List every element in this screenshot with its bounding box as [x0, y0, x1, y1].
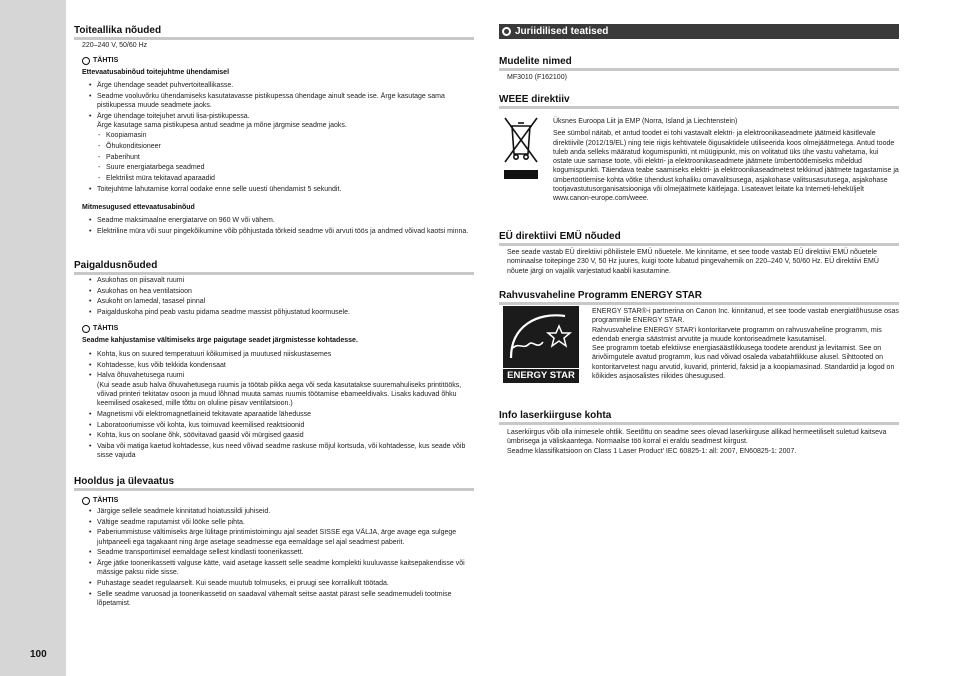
dash-item: - Koopiamasin [97, 131, 472, 140]
list-item: • Selle seadme varuosad ja toonerikassetid on saadaval vähemalt seitse aastat pärast selle seadmemudeli tootmise lõpetamist. [88, 590, 472, 609]
list-item [88, 112, 472, 184]
list-item: • Asukoht on lamedal, tasasel pinnal [88, 297, 472, 306]
important-label [82, 56, 118, 65]
subheading-misc: Mitmesugused ettevaatusabinõud [82, 204, 195, 211]
section-title-models: Mudelite nimed [499, 56, 899, 71]
legal-notices-banner [499, 24, 899, 39]
model-name: MF3010 (F162100) [507, 74, 567, 81]
banner-title: Juriidilised teatised [515, 26, 609, 37]
list-item: • Paigalduskoha pind peab vastu pidama seadme massist põhjustatud koormusele. [88, 308, 472, 317]
dash-item: - Suure energiatarbega seadmed [97, 163, 472, 172]
list-item: • Ärge ühendage seadet puhvertoiteallikasse. [88, 81, 472, 90]
list-item: • Paberiummistuse vältimiseks ärge lülitage printimistoimingu ajal seadet SISSE ega VÄLJA, ärge avage ega sulgege juhtpaneeli ega tagakaant ning ärge asetage seadmesse ega eemaldage sel ajal seadmest paberit. [88, 528, 472, 547]
section-title-energy-star: Rahvusvaheline Programm ENERGY STAR [499, 290, 899, 305]
section-title-weee: WEEE direktiiv [499, 94, 899, 109]
laser-body: Laserkiirgus võib olla inimesele ohtlik. Seetõttu on seadme sees olevad laserkiirguse allikad hermeetiliselt suletud kaitseva ümbrisega ja väliskaantega. Normaalse töö korral ei eraldu seadmest kiirgust. [507, 429, 887, 446]
section-bullet-icon [502, 27, 511, 36]
page-number: 100 [30, 649, 47, 660]
list-item: • Seadme vooluvõrku ühendamiseks kasutatavasse pistikupessa ühendage ainult seade ise. Ärge kasutage sama pistikupessa muude seadmete jaoks. [88, 92, 472, 111]
maintenance-list [88, 507, 472, 610]
energy-p1: ENERGY STAR®-i partnerina on Canon Inc. kinnitanud, et see toode vastab energiatõhususe osas programmile ENERGY STAR. [592, 308, 899, 325]
important-label [82, 324, 118, 333]
section-title-laser: Info laserkiirguse kohta [499, 410, 899, 425]
list-item: • Asukohas on piisavalt ruumi [88, 276, 472, 285]
laser-text [507, 428, 899, 456]
important-label [82, 496, 118, 505]
subheading-avoid: Seadme kahjustamise vältimiseks ärge paigutage seadet järgmistesse kohtadesse. [82, 337, 358, 344]
page-side-band [0, 0, 66, 676]
energy-star-text [592, 307, 899, 381]
important-icon [82, 325, 90, 333]
list-item-text: Ärge ühendage toitejuhet arvuti lisa-pistikupessa. [97, 112, 250, 120]
important-text: TÄHTIS [93, 325, 119, 332]
dash-item: - Paberihunt [97, 153, 472, 162]
important-icon [82, 497, 90, 505]
list-item: • Seadme maksimaalne energiatarve on 960 W või vähem. [88, 216, 472, 225]
list-item: • Toitejuhtme lahutamise korral oodake enne selle uuesti ühendamist 5 sekundit. [88, 185, 472, 194]
list-item: • Kohta, kus on soolane õhk, söövitavad gaasid või mürgised gaasid [88, 431, 472, 440]
list-item: • Kohtadesse, kus võib tekkida kondensaat [88, 361, 472, 370]
section-title-placement: Paigaldusnõuded [74, 260, 474, 275]
list-item-text: Ärge kasutage sama pistikupesa antud seadme ja mõne järgmise seadme jaoks. [97, 121, 347, 129]
list-item: • Vältige seadme raputamist või lööke selle pihta. [88, 518, 472, 527]
power-list [88, 81, 472, 195]
section-title-power: Toiteallika nõuded [74, 25, 474, 40]
list-item: • Vaiba või matiga kaetud kohtadesse, kus need võivad seadme raskuse mõjul kortsuda, või kohtadesse, kus seade võib sisse vajuda [88, 442, 472, 461]
list-item: • Magnetismi või elektromagnetlaineid tekitavate aparaatide lähedusse [88, 410, 472, 419]
weee-scope: Üksnes Euroopa Liit ja EMP (Norra, Island ja Liechtenstein) [553, 118, 738, 125]
list-item: • Kohta, kus on suured temperatuuri kõikumised ja muutused niiskustasemes [88, 350, 472, 359]
voltage-text: 220–240 V, 50/60 Hz [82, 42, 148, 49]
important-text: TÄHTIS [93, 57, 119, 64]
important-text: TÄHTIS [93, 497, 119, 504]
list-item: • Järgige sellele seadmele kinnitatud hoiatussildi juhiseid. [88, 507, 472, 516]
list-item: • Seadme transportimisel eemaldage sellest kindlasti toonerikassett. [88, 548, 472, 557]
energy-p3: See programm toetab efektiivse energiasäästlikkusega toodete arendust ja levitamist. See on ärivõimgutele avatud programm, kus nad võivad osaleda vabatahtlikkuse alusel. Sihttooted on kontoritarvetest nagu arvutid, kuvarid, printerid, faksid ja a koopiamasinad. Standardid ja logod on kõikides asjaosalistes riikides ühesugused. [592, 345, 895, 381]
subheading-connect: Ettevaatusabinõud toitejuhtme ühendamisel [82, 69, 230, 76]
weee-body: See sümbol näitab, et antud toodet ei tohi vastavalt elektri- ja elektroonikaseadmete jäätmeid käsitlevale direktiivile (2012/19/EL) ning teie riigis kehtivatele õigusaktidele utiliseerida koos olmejäätmetega. Antud toode tuleb anda selleks määratud kogumispunkti, nt müügipunkt, mis on volitatud üks ühe vastu vahetama, kui ostate uue sarnase toote, või elektri- ja elektroonikaseadmete jäätmete ümbertöötlemiseks mõeldud kogumispunkti. Täiendava teabe saamiseks elektri- ja elektroonikaseadmetest tekkinud jäätmete tagastamise ja ümbertöötlemise kohta võtke ühendust kohaliku omavalitsusega, asjakohase valitsusasutusega, asjakohase tootjavastutusorganisatsiooniga või olmejäätmete käitlejaga. Lisateavet leitate ka Interneti-leheküljelt www.canon-europe.com/weee. [553, 130, 899, 203]
section-title-emc: EÜ direktiivi EMÜ nõuded [499, 231, 899, 246]
energy-p2: Rahvusvaheline ENERGY STAR'i kontoritarvete programm on rahvusvaheline programm, mis edendab energia säästmist arvutite ja muude kontoriseadmete kasutamisel. [592, 326, 882, 343]
list-item: • Elektriline müra või suur pingekõikumine võib põhjustada tõrkeid seadme või arvuti töös ja andmed võivad kaotsi minna. [88, 227, 472, 236]
laser-class: Seadme klassifikatsioon on Class 1 Laser Product' IEC 60825-1: all: 2007, EN60825-1: 2007. [507, 447, 797, 455]
dash-item: - Elektrilist müra tekitavad aparaadid [97, 174, 472, 183]
list-item: • Ärge jätke toonerikassetti valguse kätte, vaid asetage kassett selle seadme komplekti kuuluvasse kaitsepakendisse või mässige paksu riide sisse. [88, 559, 472, 578]
list-item: • Asukohas on hea ventilatsioon [88, 287, 472, 296]
important-icon [82, 57, 90, 65]
avoid-list [88, 350, 472, 462]
crossed-bin-icon [501, 114, 541, 182]
energy-star-logo [503, 306, 579, 383]
list-item: • Puhastage seadet regulaarselt. Kui seade muutub tolmuseks, ei pruugi see korralikult töötada. [88, 579, 472, 588]
placement-list [88, 276, 472, 319]
energy-star-logo-text: ENERGY STAR [503, 368, 579, 381]
list-item: • Halva õhuvahetusega ruumi (Kui seade asub halva õhuvahetusega ruumis ja töötab pikka aega või seda kasutatakse suuremahuliseks printitööks, võivad printeri tekitatav osoon ja muud lõhnad muuta samas ruumis töötamise ebameeldivaks. Lisaks kaduvad õhku keemilised osakesed, mille tõttu on oluline piisav ventilatsioon.) [88, 371, 472, 408]
emc-text: See seade vastab EÜ direktiivi põhilistele EMÜ nõuetele. Me kinnitame, et see toode vastab EÜ direktiivi EMÜ nõuetele nominaalse toitepinge 230 V, 50 Hz juures, kuigi toote lubatud pingevahemik on 220–240 V, 50/60 Hz. EÜ direktiivi EMÜ nõuete järgi on vajalik varjestatud kaabli kasutamine. [507, 249, 879, 275]
misc-list [88, 216, 472, 237]
dash-item: - Õhukonditsioneer [97, 142, 472, 151]
section-title-maintenance: Hooldus ja ülevaatus [74, 476, 474, 491]
weee-text [553, 117, 899, 204]
list-item: • Laboratooriumisse või kohta, kus toimuvad keemilised reaktsioonid [88, 421, 472, 430]
